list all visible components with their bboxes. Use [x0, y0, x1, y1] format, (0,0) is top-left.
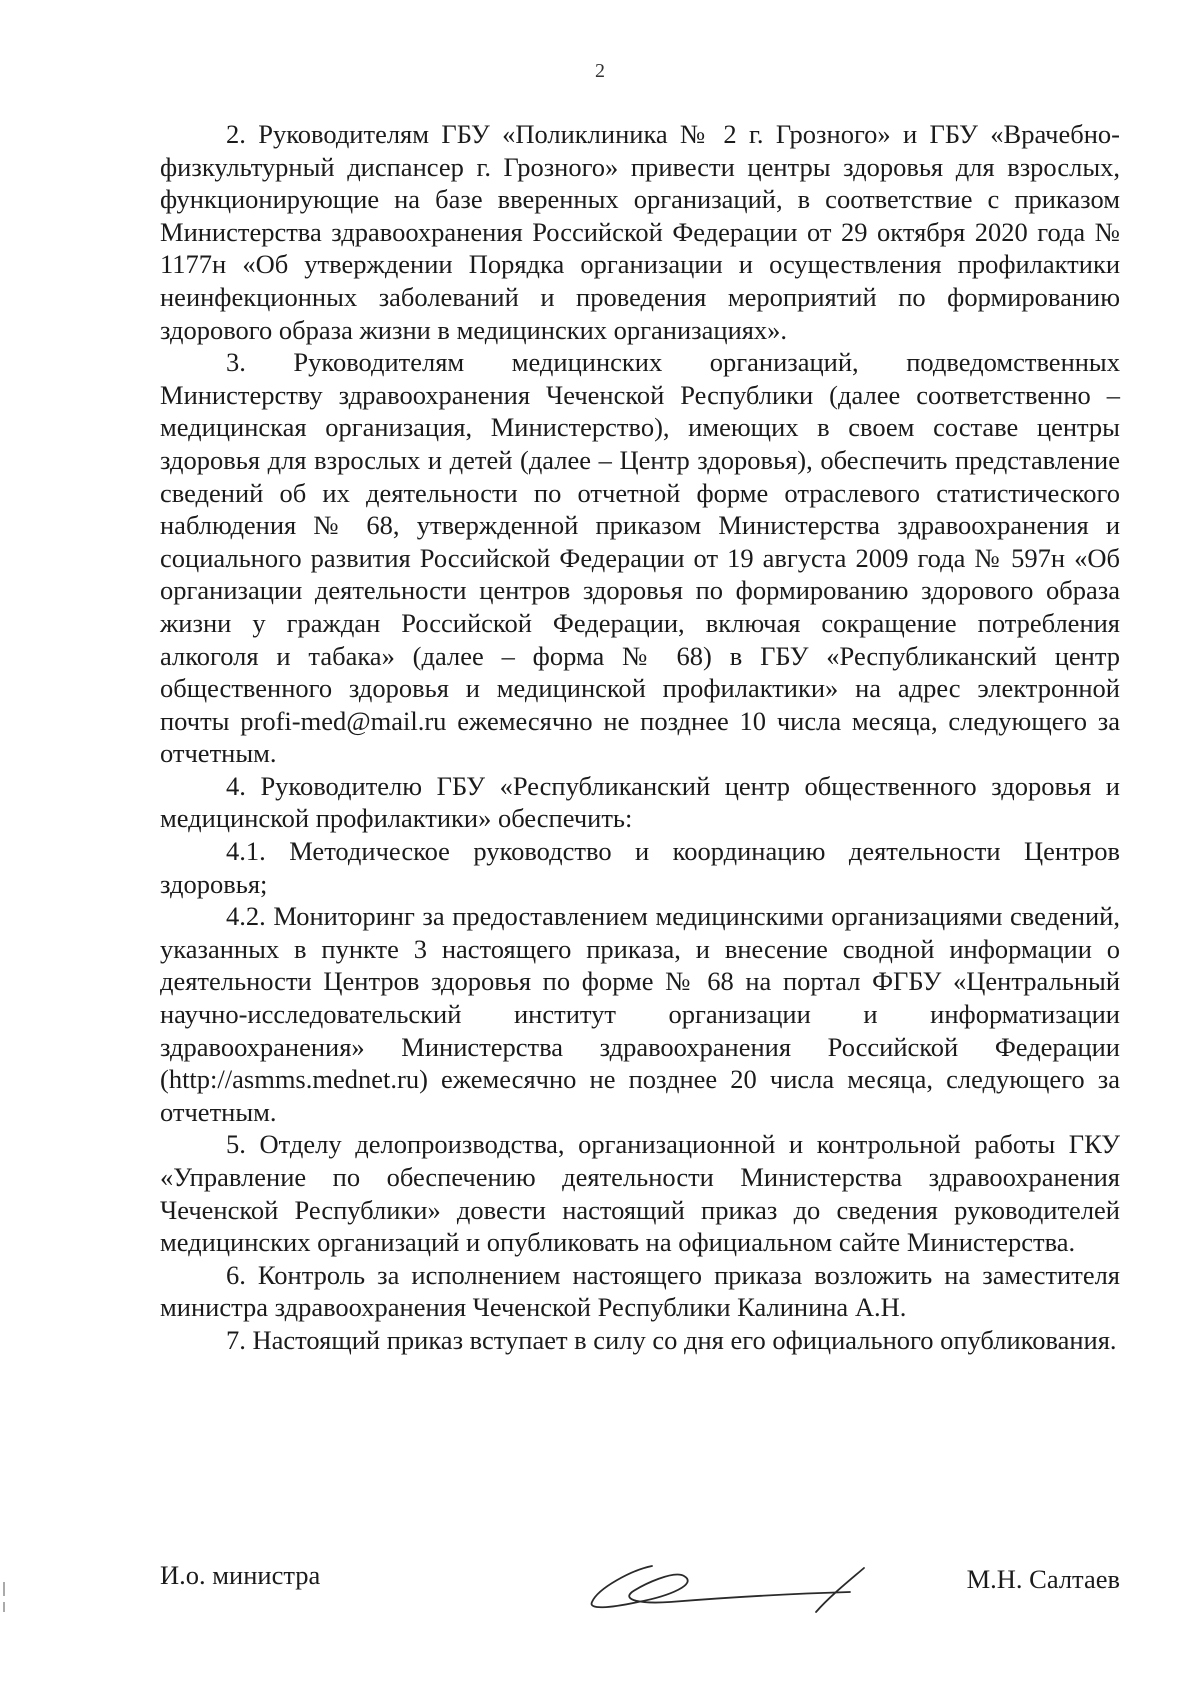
paragraph-7: 7. Настоящий приказ вступает в силу со дня его официального опубликования.: [226, 1324, 1117, 1355]
paragraph-4-2: 4.2. Мониторинг за предоставлением медицинскими организациями сведений, указанных в пункте 3 настоящего приказа, и внесение сводной информации о деятельности Центров здоровья по форме № 68 на портал ФГБУ «Центральный научно-исследовательский институт организации и информатизации здравоохранения» Министерства здравоохранения Российской Федерации (http://asmms.mednet.ru) ежемесячно не позднее 20 числа месяца, следующего за отчетным.: [160, 901, 1120, 1127]
signer-name: М.Н. Салтаев: [966, 1564, 1120, 1594]
scan-edge-mark: [3, 1602, 5, 1612]
signature-block: [160, 1546, 1120, 1626]
paragraph-5: 5. Отделу делопроизводства, организационной и контрольной работы ГКУ «Управление по обеспечению деятельности Министерства здравоохранения Чеченской Республики» довести настоящий приказ до сведения руководителей медицинских организаций и опубликовать на официальном сайте Министерства.: [160, 1129, 1120, 1258]
handwritten-signature: [580, 1546, 900, 1616]
paragraph-2: 2. Руководителям ГБУ «Поликлиника № 2 г. Грозного» и ГБУ «Врачебно-физкультурный диспансер г. Грозного» привести центры здоровья для взрослых, функционирующие на базе вверенных организаций, в соответствие с приказом Министерства здравоохранения Российской Федерации от 29 октября 2020 года № 1177н «Об утверждении Порядка организации и осуществления профилактики неинфекционных заболеваний и проведения мероприятий по формированию здорового образа жизни в медицинских организациях».: [160, 119, 1120, 345]
signer-title: И.о. министра: [160, 1560, 321, 1590]
paragraph-3: 3. Руководителям медицинских организаций, подведомственных Министерству здравоохранения Чеченской Республики (далее соответственно – медицинская организация, Министерство), имеющих в своем составе центры здоровья для взрослых и детей (далее – Центр здоровья), обеспечить представление сведений об их деятельности по отчетной форме отраслевого статистического наблюдения № 68, утвержденной приказом Министерства здравоохранения и социального развития Российской Федерации от 19 августа 2009 года № 597н «Об организации деятельности центров здоровья по формированию здорового образа жизни у граждан Российской Федерации, включая сокращение потребления алкоголя и табака» (далее – форма № 68) в ГБУ «Республиканский центр общественного здоровья и медицинской профилактики» на адрес электронной почты profi-med@mail.ru ежемесячно не позднее 10 числа месяца, следующего за отчетным.: [160, 347, 1120, 769]
page-number: 2: [595, 60, 605, 82]
paragraph-4-1: 4.1. Методическое руководство и координацию деятельности Центров здоровья;: [160, 836, 1120, 899]
scan-edge-mark: [3, 1582, 5, 1596]
paragraph-6: 6. Контроль за исполнением настоящего приказа возложить на заместителя министра здравоохранения Чеченской Республики Калинина А.Н.: [160, 1259, 1120, 1323]
document-body: [160, 118, 1120, 1357]
paragraph-4: 4. Руководителю ГБУ «Республиканский центр общественного здоровья и медицинской профилактики» обеспечить:: [160, 770, 1120, 834]
